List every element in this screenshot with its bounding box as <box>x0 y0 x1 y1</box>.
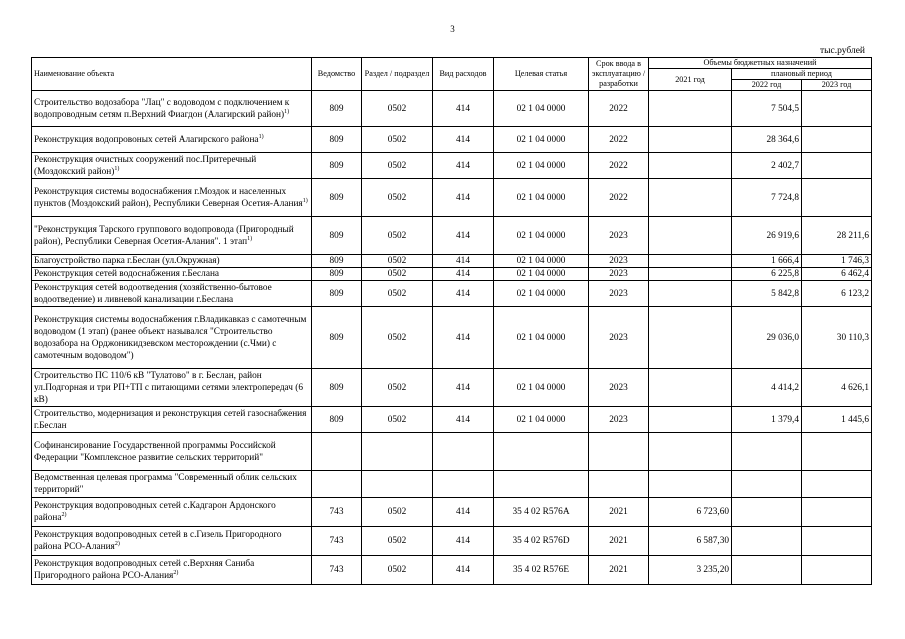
cell-statya: 35 4 02 R576A <box>494 498 589 527</box>
cell-vid: 414 <box>433 255 494 268</box>
object-name: Реконструкция системы водоснабжения г.Моздок и населенных пунктов (Моздокский район), Республики Северная Осетия-Алания <box>34 186 303 209</box>
cell-2021: 6 723,60 <box>649 498 732 527</box>
cell-2022: 5 842,8 <box>732 281 802 307</box>
header-razdel: Раздел / подраздел <box>362 58 433 91</box>
cell-name <box>32 281 312 307</box>
cell-name <box>32 556 312 585</box>
cell-srok: 2022 <box>589 179 649 217</box>
page-number: 3 <box>450 24 455 34</box>
footnote-marker: 2) <box>61 511 67 518</box>
cell-name <box>32 498 312 527</box>
table-row <box>32 407 872 433</box>
cell-statya: 02 1 04 0000 <box>494 369 589 407</box>
cell-vid: 414 <box>433 527 494 556</box>
table-row <box>32 255 872 268</box>
cell-name <box>32 369 312 407</box>
cell-2022: 6 225,8 <box>732 268 802 281</box>
cell-vedomstvo: 809 <box>312 217 362 255</box>
object-name: Реконструкция водопроводных сетей в с.Гизель Пригородного района РСО-Алания <box>34 530 282 552</box>
cell-srok <box>589 471 649 498</box>
table-row <box>32 498 872 527</box>
cell-2023 <box>802 527 872 556</box>
object-name: Реконструкция очистных сооружений пос.Притеречный (Моздокский район) <box>34 154 257 177</box>
object-name: "Реконструкция Тарского группового водопровода (Пригородный район), Республики Северная Осетия-Алания". 1 этап <box>34 224 294 247</box>
cell-2023 <box>802 127 872 153</box>
header-srok: Срок ввода в эксплуатацию / разработки <box>589 58 649 91</box>
object-name: Реконструкция сетей водоотведения (хозяйственно-бытовое водоотведение) и ливневой канализации г.Беслана <box>34 282 272 305</box>
cell-vedomstvo <box>312 471 362 498</box>
cell-2023: 6 462,4 <box>802 268 872 281</box>
cell-razdel: 0502 <box>362 498 433 527</box>
cell-vid: 414 <box>433 91 494 127</box>
cell-razdel: 0502 <box>362 556 433 585</box>
cell-2023 <box>802 433 872 471</box>
cell-vedomstvo: 809 <box>312 407 362 433</box>
cell-vedomstvo <box>312 433 362 471</box>
cell-vid <box>433 433 494 471</box>
object-name: Строительство водозабора "Лац" с водоводом с подключением к водопроводным сетям п.Верхний Фиагдон (Алагирский район) <box>34 97 290 120</box>
cell-statya: 35 4 02 R576D <box>494 527 589 556</box>
cell-2023: 28 211,6 <box>802 217 872 255</box>
cell-vid: 414 <box>433 556 494 585</box>
budget-table <box>31 57 872 585</box>
cell-2022: 1 379,4 <box>732 407 802 433</box>
cell-name <box>32 127 312 153</box>
cell-2021 <box>649 153 732 179</box>
table-row <box>32 217 872 255</box>
cell-srok: 2023 <box>589 217 649 255</box>
table-row <box>32 369 872 407</box>
cell-2022: 7 504,5 <box>732 91 802 127</box>
cell-razdel: 0502 <box>362 127 433 153</box>
cell-2022: 1 666,4 <box>732 255 802 268</box>
table-row <box>32 91 872 127</box>
cell-razdel: 0502 <box>362 91 433 127</box>
cell-razdel: 0502 <box>362 268 433 281</box>
cell-2021 <box>649 307 732 369</box>
cell-srok: 2023 <box>589 407 649 433</box>
object-name: Ведомственная целевая программа "Современный облик сельских территорий" <box>34 473 297 495</box>
table-header <box>32 58 872 91</box>
cell-name <box>32 179 312 217</box>
cell-2022 <box>732 498 802 527</box>
cell-razdel: 0502 <box>362 307 433 369</box>
cell-name <box>32 527 312 556</box>
cell-2021 <box>649 127 732 153</box>
header-2021: 2021 год <box>649 69 732 91</box>
cell-2021 <box>649 268 732 281</box>
cell-2023 <box>802 556 872 585</box>
cell-razdel: 0502 <box>362 179 433 217</box>
cell-razdel: 0502 <box>362 217 433 255</box>
cell-2023 <box>802 179 872 217</box>
cell-razdel: 0502 <box>362 527 433 556</box>
cell-2021: 6 587,30 <box>649 527 732 556</box>
object-name: Реконструкция водопроводных сетей с.Верхняя Саниба Пригородного района РСО-Алания <box>34 559 255 581</box>
table-row <box>32 471 872 498</box>
cell-statya: 35 4 02 R576E <box>494 556 589 585</box>
cell-2021 <box>649 281 732 307</box>
table-row <box>32 179 872 217</box>
cell-vedomstvo: 809 <box>312 153 362 179</box>
cell-name <box>32 407 312 433</box>
footnote-marker: 1) <box>302 197 308 204</box>
cell-vedomstvo: 809 <box>312 307 362 369</box>
cell-name <box>32 268 312 281</box>
header-2023: 2023 год <box>802 80 872 91</box>
cell-statya: 02 1 04 0000 <box>494 281 589 307</box>
cell-2022: 2 402,7 <box>732 153 802 179</box>
cell-srok: 2023 <box>589 268 649 281</box>
cell-vedomstvo: 743 <box>312 556 362 585</box>
cell-statya <box>494 471 589 498</box>
cell-razdel: 0502 <box>362 255 433 268</box>
cell-2022 <box>732 556 802 585</box>
cell-vedomstvo: 809 <box>312 369 362 407</box>
cell-vedomstvo: 809 <box>312 179 362 217</box>
cell-vedomstvo: 743 <box>312 498 362 527</box>
cell-2021 <box>649 471 732 498</box>
cell-statya: 02 1 04 0000 <box>494 268 589 281</box>
cell-statya: 02 1 04 0000 <box>494 127 589 153</box>
cell-2022: 26 919,6 <box>732 217 802 255</box>
cell-2021 <box>649 179 732 217</box>
cell-vid: 414 <box>433 369 494 407</box>
cell-vedomstvo: 809 <box>312 268 362 281</box>
table-row <box>32 527 872 556</box>
cell-srok: 2023 <box>589 281 649 307</box>
units-label: тыс.рублей <box>820 46 866 56</box>
object-name: Строительство ПС 110/6 кВ "Тулатово" в г. Беслан, район ул.Подгорная и три РП+ТП с питающими сетями электропередач (6 кВ) <box>34 370 304 405</box>
cell-2022 <box>732 433 802 471</box>
cell-2023: 1 746,3 <box>802 255 872 268</box>
header-name: Наименование объекта <box>32 58 312 91</box>
cell-2023: 4 626,1 <box>802 369 872 407</box>
cell-statya <box>494 433 589 471</box>
cell-statya: 02 1 04 0000 <box>494 179 589 217</box>
cell-vid: 414 <box>433 127 494 153</box>
header-statya: Целевая статья <box>494 58 589 91</box>
header-vedomstvo: Ведомство <box>312 58 362 91</box>
footnote-marker: 1) <box>284 108 290 115</box>
cell-2023 <box>802 498 872 527</box>
table-row <box>32 127 872 153</box>
cell-vedomstvo: 809 <box>312 281 362 307</box>
cell-vid: 414 <box>433 268 494 281</box>
table-row <box>32 433 872 471</box>
cell-2023: 1 445,6 <box>802 407 872 433</box>
cell-2021 <box>649 217 732 255</box>
footnote-marker: 2) <box>114 540 120 547</box>
cell-vid: 414 <box>433 153 494 179</box>
cell-srok: 2023 <box>589 307 649 369</box>
cell-srok: 2023 <box>589 369 649 407</box>
table-body <box>32 91 872 585</box>
cell-razdel: 0502 <box>362 281 433 307</box>
cell-name <box>32 91 312 127</box>
object-name: Реконструкция системы водоснабжения г.Владикавказ с самотечным водоводом (1 этап) (ранее объект назывался "Строительство водозабора на Орджоникидзевском месторождении (с.Чми) с самотечным водоводом") <box>34 314 307 361</box>
cell-2022: 4 414,2 <box>732 369 802 407</box>
cell-2022: 28 364,6 <box>732 127 802 153</box>
object-name: Софинансирование Государственной программы Российской Федерации "Комплексное развитие сельских территорий" <box>34 440 276 463</box>
object-name: Строительство, модернизация и реконструкция сетей газоснабжения г.Беслан <box>34 408 307 431</box>
cell-srok: 2022 <box>589 91 649 127</box>
object-name: Реконструкция сетей водоснабжения г.Беслана <box>34 269 220 279</box>
cell-vedomstvo: 809 <box>312 255 362 268</box>
table-row <box>32 153 872 179</box>
cell-vid: 414 <box>433 307 494 369</box>
object-name: Реконструкция водопроводных сетей с.Кадгарон Ардонского района <box>34 501 276 523</box>
cell-srok: 2021 <box>589 527 649 556</box>
cell-2021 <box>649 91 732 127</box>
cell-vid: 414 <box>433 281 494 307</box>
cell-2023 <box>802 471 872 498</box>
cell-2023: 30 110,3 <box>802 307 872 369</box>
cell-2023: 6 123,2 <box>802 281 872 307</box>
cell-statya: 02 1 04 0000 <box>494 153 589 179</box>
cell-2023 <box>802 153 872 179</box>
footnote-marker: 2) <box>173 569 179 576</box>
cell-name <box>32 153 312 179</box>
cell-srok: 2023 <box>589 255 649 268</box>
cell-vid: 414 <box>433 179 494 217</box>
table-row <box>32 268 872 281</box>
cell-srok <box>589 433 649 471</box>
cell-vid: 414 <box>433 217 494 255</box>
header-2022: 2022 год <box>732 80 802 91</box>
cell-name <box>32 433 312 471</box>
footnote-marker: 1) <box>114 165 120 172</box>
cell-name <box>32 217 312 255</box>
cell-razdel: 0502 <box>362 369 433 407</box>
cell-vid: 414 <box>433 498 494 527</box>
cell-2022: 29 036,0 <box>732 307 802 369</box>
footnote-marker: 1) <box>247 235 253 242</box>
header-planoviy: плановый период <box>732 69 872 80</box>
cell-srok: 2021 <box>589 556 649 585</box>
cell-vedomstvo: 743 <box>312 527 362 556</box>
cell-statya: 02 1 04 0000 <box>494 91 589 127</box>
cell-name <box>32 255 312 268</box>
header-obemy: Объемы бюджетных назначений <box>649 58 872 69</box>
cell-2021 <box>649 369 732 407</box>
cell-name <box>32 307 312 369</box>
cell-vid: 414 <box>433 407 494 433</box>
cell-2021: 3 235,20 <box>649 556 732 585</box>
cell-razdel: 0502 <box>362 153 433 179</box>
cell-razdel <box>362 433 433 471</box>
cell-2022: 7 724,8 <box>732 179 802 217</box>
cell-statya: 02 1 04 0000 <box>494 407 589 433</box>
footnote-marker: 1) <box>258 133 264 140</box>
cell-2022 <box>732 527 802 556</box>
cell-2022 <box>732 471 802 498</box>
cell-vedomstvo: 809 <box>312 127 362 153</box>
table-row <box>32 281 872 307</box>
cell-srok: 2022 <box>589 153 649 179</box>
cell-2021 <box>649 407 732 433</box>
cell-name <box>32 471 312 498</box>
cell-2021 <box>649 433 732 471</box>
cell-vid <box>433 471 494 498</box>
cell-srok: 2022 <box>589 127 649 153</box>
cell-razdel: 0502 <box>362 407 433 433</box>
header-vid: Вид расходов <box>433 58 494 91</box>
cell-srok: 2021 <box>589 498 649 527</box>
cell-statya: 02 1 04 0000 <box>494 307 589 369</box>
table-row <box>32 307 872 369</box>
table-row <box>32 556 872 585</box>
cell-vedomstvo: 809 <box>312 91 362 127</box>
cell-statya: 02 1 04 0000 <box>494 217 589 255</box>
cell-statya: 02 1 04 0000 <box>494 255 589 268</box>
cell-2021 <box>649 255 732 268</box>
cell-razdel <box>362 471 433 498</box>
object-name: Благоустройство парка г.Беслан (ул.Окружная) <box>34 256 220 266</box>
cell-2023 <box>802 91 872 127</box>
object-name: Реконструкция водопровоных сетей Алагирского района <box>34 134 259 145</box>
